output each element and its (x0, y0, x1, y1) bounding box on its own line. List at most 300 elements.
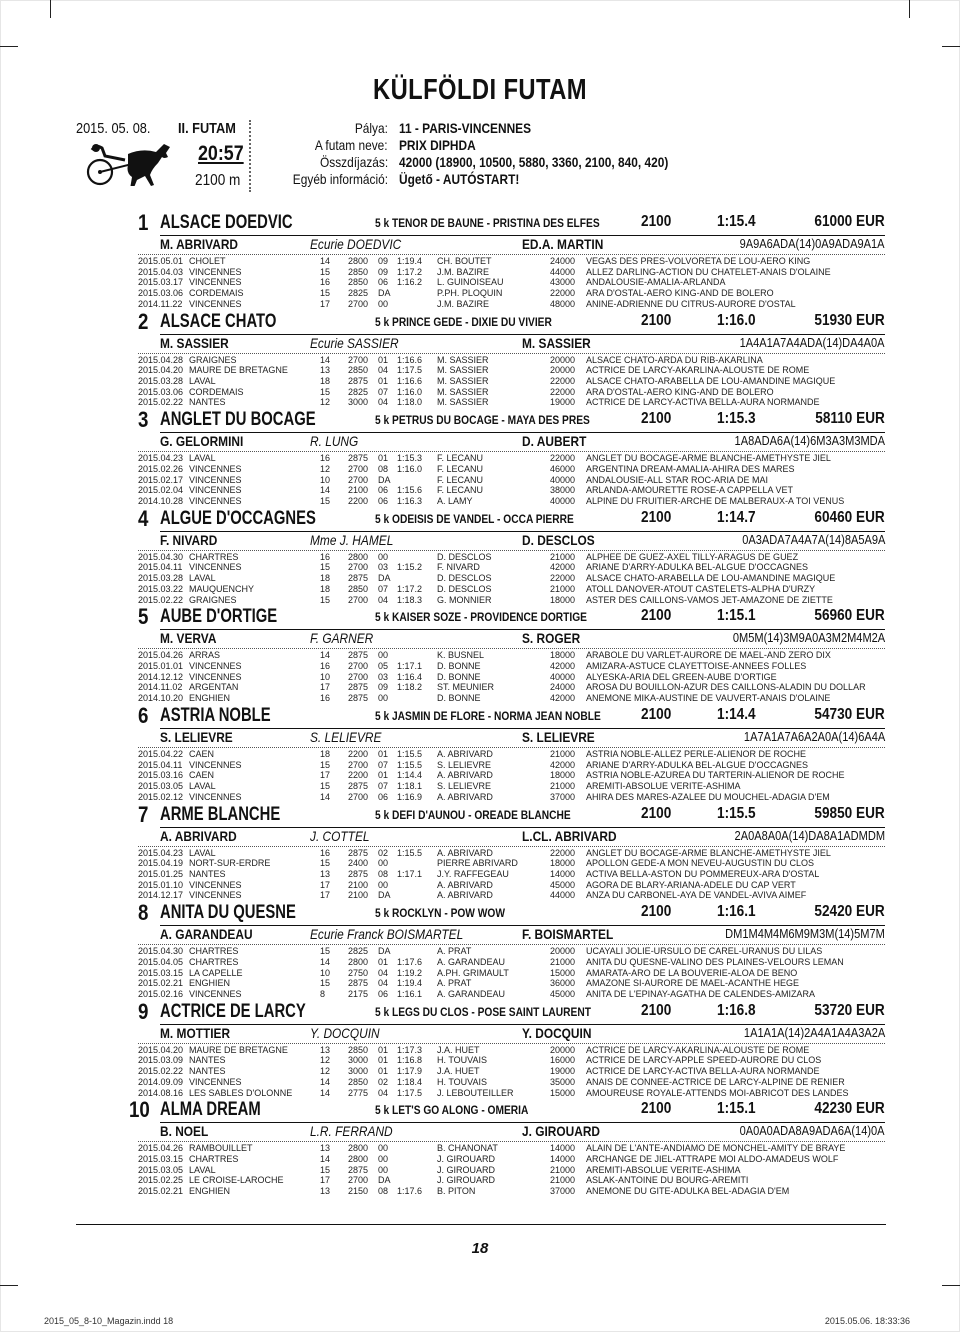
run-field-size: 12 (320, 397, 331, 408)
run-date: 2014.09.09 (138, 1076, 184, 1087)
run-position: 01 (378, 1066, 389, 1077)
run-top-three: ANDALOUSIE-ALL STAR ROC-ARIA DE MAI (586, 474, 769, 485)
horse-earnings: 53720 EUR (814, 1001, 885, 1019)
run-date: 2015.03.06 (138, 288, 184, 299)
run-field-size: 15 (320, 386, 331, 397)
run-distance: 2200 (348, 495, 369, 506)
horse-owner: L.R. FERRAND (310, 1123, 393, 1140)
run-field-size: 14 (320, 256, 331, 266)
run-distance: 2700 (348, 562, 369, 573)
run-distance: 3000 (348, 397, 369, 408)
horse-record: 1:15.4 (717, 213, 756, 230)
horse-owner: Mme J. HAMEL (310, 531, 394, 548)
run-prize: 22000 (550, 847, 576, 858)
horse-pedigree: 5 k ROCKLYN - POW WOW (375, 906, 505, 921)
run-field-size: 14 (320, 1087, 331, 1098)
run-position: 01 (378, 354, 389, 365)
run-prize: 22000 (550, 386, 576, 397)
horse-trainer: F. BOISMARTEL (522, 926, 614, 943)
horse-distance: 2100 (641, 1100, 672, 1118)
run-time: 1:15.5 (397, 759, 423, 770)
run-distance: 2700 (348, 298, 369, 309)
run-row (0, 661, 960, 672)
run-top-three: ARA D'OSTAL-AERO KING-AND DE BOLERO (586, 386, 774, 397)
run-position: 00 (378, 650, 389, 661)
run-row (0, 1186, 960, 1197)
run-time: 1:16.0 (397, 386, 423, 397)
horse-record: 1:16.0 (717, 311, 756, 329)
horse-name: ALMA DREAM (160, 1099, 261, 1121)
run-distance: 2175 (348, 988, 369, 999)
run-date: 2015.04.11 (138, 562, 183, 573)
horse-trainer: D. AUBERT (522, 433, 587, 450)
run-field-size: 13 (320, 1186, 331, 1197)
horse-dotted-rule (138, 550, 885, 551)
run-date: 2015.03.06 (138, 386, 184, 397)
race-name-label: A futam neve: (315, 137, 388, 153)
run-distance: 2700 (348, 463, 369, 474)
run-top-three: AMIZARA-ASTUCE CLAYETTOISE-ANNEES FOLLES (586, 661, 807, 672)
run-driver: J.A. HUET (437, 1044, 480, 1055)
run-distance: 2150 (348, 1186, 369, 1197)
run-field-size: 15 (320, 858, 331, 869)
run-row (0, 288, 960, 299)
run-top-three: ALLEZ DARLING-ACTION DU CHATELET-ANAIS D'OLAINE (586, 266, 831, 277)
horse-name: ALSACE DOEDVIC (160, 212, 293, 233)
run-distance: 2875 (348, 573, 369, 584)
horse-number: 9 (138, 998, 149, 1024)
run-prize: 24000 (550, 682, 576, 693)
horse-dotted-rule (138, 944, 885, 945)
run-driver: A. PRAT (437, 978, 472, 989)
run-time: 1:16.4 (397, 671, 423, 682)
horse-number: 10 (129, 1097, 150, 1123)
run-prize: 44000 (550, 890, 576, 901)
run-driver: M. SASSIER (437, 365, 489, 376)
run-venue: LAVAL (189, 375, 216, 386)
run-field-size: 17 (320, 682, 331, 693)
run-field-size: 17 (320, 1175, 331, 1186)
run-field-size: 14 (320, 1154, 331, 1165)
run-time: 1:17.6 (397, 956, 423, 967)
run-row (0, 1175, 960, 1186)
run-top-three: AMAZONE SI-AURORE DE MAEL-ACANTHE HEGE (586, 978, 800, 989)
run-top-three: ANINE-ADRIENNE DU CITRUS-AURORE D'OSTAL (586, 298, 796, 309)
run-date: 2015.02.26 (138, 463, 184, 474)
run-top-three: ALSACE CHATO-ARABELLA DE LOU-AMANDINE MAGIQUE (586, 573, 836, 584)
run-driver: D. BONNE (437, 671, 481, 682)
crop-mark (942, 1285, 960, 1286)
run-distance: 2850 (348, 583, 369, 594)
run-prize: 16000 (550, 1055, 576, 1066)
run-position: 07 (378, 386, 389, 397)
run-position: DA (378, 890, 391, 901)
run-row (0, 770, 960, 781)
run-top-three: ASTER DES CAILLONS-VAMOS JET-AMAZONE DE ZIETTE (586, 594, 833, 605)
run-driver: J. GIROUARD (437, 1175, 496, 1186)
run-top-three: ANEMONE MIKA-AUSTINE DE VAUVERT-ANAIS D'OLAINE (586, 693, 831, 704)
run-distance: 2800 (348, 956, 369, 967)
run-date: 2015.03.05 (138, 1164, 184, 1175)
horse-name: AUBE D'ORTIGE (160, 606, 278, 628)
run-position: 09 (378, 266, 389, 277)
run-prize: 40000 (550, 474, 576, 485)
run-time: 1:15.5 (397, 847, 423, 858)
run-time: 1:16.1 (397, 988, 423, 999)
horse-form: 1A7A1A7A6A2A0A(14)6A4A (743, 729, 885, 744)
run-date: 2014.10.28 (138, 495, 184, 506)
other-info-value: Ügető - AUTÓSTART! (399, 171, 520, 187)
horse-rule (160, 1122, 885, 1123)
horse-record: 1:16.1 (717, 903, 756, 921)
run-distance: 2825 (348, 386, 369, 397)
horse-trainer: D. DESCLOS (522, 531, 595, 548)
run-time: 1:17.2 (397, 266, 423, 277)
run-field-size: 14 (320, 485, 331, 496)
run-top-three: AROSA DU BOUILLON-AZUR DES CAILLONS-ALADIN DU DOLLAR (586, 682, 866, 693)
run-row (0, 1143, 960, 1154)
run-top-three: ALSACE CHATO-ARDA DU RIB-AKARLINA (586, 354, 763, 365)
run-date: 2015.03.05 (138, 781, 184, 792)
horse-number: 2 (138, 308, 149, 334)
run-prize: 19000 (550, 397, 576, 408)
run-position: 08 (378, 868, 389, 879)
run-distance: 2700 (348, 671, 369, 682)
run-position: 02 (378, 847, 389, 858)
horse-trainer: M. SASSIER (522, 334, 591, 351)
run-position: 08 (378, 463, 389, 474)
run-date: 2015.02.21 (138, 1186, 184, 1197)
run-date: 2015.04.11 (138, 759, 183, 770)
run-date: 2015.03.17 (138, 277, 184, 288)
horse-name: ALSACE CHATO (160, 310, 277, 332)
run-date: 2015.03.22 (138, 583, 184, 594)
run-field-size: 15 (320, 266, 331, 277)
run-date: 2015.03.09 (138, 1055, 184, 1066)
run-position: 01 (378, 1044, 389, 1055)
run-prize: 18000 (550, 858, 576, 869)
run-date: 2015.03.15 (138, 1154, 184, 1165)
run-distance: 2200 (348, 749, 369, 759)
horse-form: 0A0A0ADA8A9ADA6A(14)0A (740, 1123, 885, 1139)
run-date: 2015.04.03 (138, 266, 184, 277)
run-venue: ENGHIEN (189, 693, 231, 704)
crop-mark (0, 46, 18, 47)
run-driver: F. LECANU (437, 453, 484, 464)
run-date: 2015.05.01 (138, 256, 184, 266)
run-top-three: ALPHEE DE GUEZ-AXEL TILLY-ARAGUS DE GUEZ (586, 551, 799, 562)
run-field-size: 13 (320, 1044, 331, 1055)
run-top-three: ANEMONE DU GITE-ADULKA BEL-ADAGIA D'EM (586, 1186, 790, 1197)
run-driver: CH. BOUTET (437, 256, 492, 266)
horse-dotted-rule (138, 747, 885, 748)
run-driver: B. CHANONAT (437, 1143, 498, 1154)
run-position: 01 (378, 749, 389, 759)
race-time: 20:57 (198, 142, 244, 165)
run-prize: 14000 (550, 1154, 576, 1165)
run-distance: 2700 (348, 594, 369, 605)
horse-pedigree: 5 k KAISER SOZE - PROVIDENCE DORTIGE (375, 610, 587, 625)
horse-owner: F. GARNER (310, 630, 374, 647)
run-field-size: 15 (320, 288, 331, 299)
horse-earnings: 59850 EUR (814, 804, 885, 822)
run-driver: F. NIVARD (437, 562, 480, 573)
horse-driver: M. VERVA (160, 630, 217, 647)
run-time: 1:17.5 (397, 365, 423, 376)
run-driver: D. BONNE (437, 661, 481, 672)
run-position: 00 (378, 298, 389, 309)
run-top-three: AGORA DE BLARY-ARIANA-ADELE DU CAP VERT (586, 879, 796, 890)
run-top-three: ACTRICE DE LARCY-AKARLINA-ALOUSTE DE ROME (586, 1044, 810, 1055)
run-venue: CAEN (189, 770, 215, 781)
run-position: 00 (378, 551, 389, 562)
horse-distance: 2100 (641, 706, 672, 723)
horse-dotted-rule (138, 451, 885, 452)
run-position: 05 (378, 661, 389, 672)
run-prize: 19000 (550, 1066, 576, 1077)
run-prize: 42000 (550, 661, 576, 672)
run-date: 2015.03.16 (138, 770, 184, 781)
run-time: 1:16.0 (397, 463, 423, 474)
run-time: 1:15.5 (397, 749, 423, 759)
run-prize: 42000 (550, 759, 576, 770)
run-venue: VINCENNES (189, 495, 242, 506)
run-position: 04 (378, 967, 389, 978)
print-stamp: 2015.05.06. 18:33:36 (824, 1316, 910, 1326)
horse-number: 4 (138, 505, 149, 531)
run-top-three: ARIANE D'ARRY-ADULKA BEL-ALGUE D'OCCAGNES (586, 759, 809, 770)
run-top-three: ALSACE CHATO-ARABELLA DE LOU-AMANDINE MAGIQUE (586, 375, 836, 386)
horse-record: 1:15.3 (717, 410, 756, 428)
horse-number: 5 (138, 604, 149, 630)
run-distance: 2750 (348, 967, 369, 978)
run-driver: H. TOUVAIS (437, 1076, 488, 1087)
horse-rule (160, 629, 885, 630)
run-prize: 45000 (550, 879, 576, 890)
run-venue: ENGHIEN (189, 978, 231, 989)
run-field-size: 13 (320, 365, 331, 376)
run-driver: A. ABRIVARD (437, 791, 493, 802)
page-title: KÜLFÖLDI FUTAM (373, 74, 587, 106)
run-position: 06 (378, 988, 389, 999)
run-top-three: UCAYALI JOLIE-URSULO DE CAREL-URANUS DU LILAS (586, 946, 823, 957)
run-date: 2015.03.28 (138, 375, 184, 386)
run-date: 2015.04.20 (138, 365, 184, 376)
run-date: 2015.04.05 (138, 956, 184, 967)
horse-distance: 2100 (641, 804, 672, 822)
run-venue: ARRAS (189, 650, 221, 661)
run-date: 2014.08.16 (138, 1087, 184, 1098)
horse-earnings: 56960 EUR (814, 607, 885, 625)
horse-driver: A. GARANDEAU (160, 926, 253, 943)
run-driver: J. GIROUARD (437, 1154, 496, 1165)
run-distance: 2800 (348, 256, 369, 266)
run-top-three: ASTRIA NOBLE-AZUREA DU TARTERIN-ALIENOR DE ROCHE (586, 770, 845, 781)
run-top-three: ACTRICE DE LARCY-ACTIVA BELLA-AURA NORMANDE (586, 1066, 820, 1077)
horse-dotted-rule (138, 353, 885, 354)
run-top-three: ARIANE D'ARRY-ADULKA BEL-ALGUE D'OCCAGNES (586, 562, 809, 573)
run-driver: M. SASSIER (437, 375, 489, 386)
run-distance: 2800 (348, 1143, 369, 1154)
run-driver: A. PRAT (437, 946, 472, 957)
run-position: 00 (378, 1143, 389, 1154)
run-row (0, 584, 960, 595)
run-date: 2015.02.22 (138, 1066, 184, 1077)
run-top-three: ARGENTINA DREAM-AMALIA-AHIRA DES MARES (586, 463, 795, 474)
run-venue: ENGHIEN (189, 1186, 231, 1197)
run-distance: 2850 (348, 266, 369, 277)
horse-form: 1A4A1A7A4ADA(14)DA4A0A (740, 334, 885, 350)
horse-driver: F. NIVARD (160, 531, 218, 548)
run-position: 06 (378, 791, 389, 802)
run-date: 2015.02.12 (138, 791, 184, 802)
run-top-three: ARA D'OSTAL-AERO KING-AND DE BOLERO (586, 288, 774, 299)
run-row (0, 650, 960, 661)
run-field-size: 10 (320, 474, 331, 485)
run-distance: 2875 (348, 868, 369, 879)
run-row (0, 464, 960, 475)
horse-earnings: 60460 EUR (814, 508, 885, 526)
run-driver: F. LECANU (437, 485, 484, 496)
run-prize: 37000 (550, 1186, 576, 1197)
run-distance: 2100 (348, 890, 369, 901)
horse-form: 0M5M(14)3M9A0A3M2M4M2A (732, 630, 885, 646)
run-venue: LAVAL (189, 781, 216, 792)
run-row (0, 552, 960, 563)
run-prize: 40000 (550, 495, 576, 506)
run-distance: 2800 (348, 1154, 369, 1165)
horse-rule (160, 531, 885, 532)
run-position: 08 (378, 1186, 389, 1197)
run-row (0, 256, 960, 267)
run-position: 06 (378, 495, 389, 506)
run-venue: MAURE DE BRETAGNE (189, 365, 288, 376)
run-position: DA (378, 474, 391, 485)
run-date: 2015.02.16 (138, 988, 184, 999)
run-prize: 24000 (550, 256, 576, 266)
run-distance: 2875 (348, 781, 369, 792)
run-venue: VINCENNES (189, 988, 242, 999)
run-time: 1:17.1 (397, 661, 423, 672)
run-venue: MAUQUENCHY (189, 583, 255, 594)
horse-trainer: S. ROGER (522, 630, 581, 647)
run-date: 2015.04.26 (138, 1143, 184, 1154)
run-field-size: 14 (320, 1076, 331, 1087)
run-field-size: 18 (320, 583, 331, 594)
run-top-three: ALAIN DE L'ANTE-ANDIAMO DE MONCHEL-AMITY DE BRAYE (586, 1143, 846, 1154)
track-value: 11 - PARIS-VINCENNES (399, 120, 532, 136)
run-top-three: ASLAK-ANTOINE DU BOURG-AREMITI (586, 1175, 749, 1186)
run-venue: VINCENNES (189, 879, 242, 890)
run-row (0, 978, 960, 989)
horse-trainer: S. LELIEVRE (522, 729, 595, 745)
run-driver: K. BUSNEL (437, 650, 485, 661)
run-driver: G. MONNIER (437, 594, 492, 605)
run-field-size: 12 (320, 1066, 331, 1077)
footer-rule (76, 1224, 886, 1225)
race-date: 2015. 05. 08. (76, 120, 151, 137)
run-top-three: ATOLL DANOVER-ATOUT CASTELETS-ALPHA D'URZY (586, 583, 816, 594)
run-driver: A. ABRIVARD (437, 879, 493, 890)
run-time: 1:17.3 (397, 1044, 423, 1055)
horse-form: 1A8ADA6A(14)6M3A3M3MDA (734, 433, 885, 449)
run-date: 2014.12.17 (138, 890, 184, 901)
run-distance: 2200 (348, 770, 369, 781)
run-time: 1:18.4 (397, 1076, 423, 1087)
run-field-size: 16 (320, 277, 331, 288)
run-field-size: 18 (320, 375, 331, 386)
run-field-size: 15 (320, 759, 331, 770)
run-prize: 38000 (550, 485, 576, 496)
run-row (0, 1066, 960, 1077)
horse-earnings: 42230 EUR (814, 1100, 885, 1118)
run-position: 01 (378, 770, 389, 781)
run-prize: 37000 (550, 791, 576, 802)
run-driver: A. ABRIVARD (437, 890, 493, 901)
horse-driver: A. ABRIVARD (160, 827, 237, 844)
run-top-three: ANGLET DU BOCAGE-ARME BLANCHE-AMETHYSTE JIEL (586, 453, 831, 464)
run-prize: 21000 (550, 1164, 576, 1175)
run-distance: 2875 (348, 682, 369, 693)
run-position: 03 (378, 562, 389, 573)
run-field-size: 14 (320, 956, 331, 967)
run-venue: ARGENTAN (189, 682, 239, 693)
run-top-three: ARABOLE DU VARLET-AURORE DE MAEL-AND ZERO DIX (586, 650, 831, 661)
run-venue: LE CROISE-LAROCHE (189, 1175, 284, 1186)
run-row (0, 475, 960, 486)
page-number: 18 (471, 1240, 489, 1257)
horse-earnings: 52420 EUR (814, 903, 885, 921)
run-distance: 2850 (348, 1076, 369, 1087)
run-row (0, 682, 960, 693)
horse-record: 1:16.8 (717, 1001, 756, 1019)
run-prize: 42000 (550, 693, 576, 704)
run-field-size: 14 (320, 650, 331, 661)
horse-dotted-rule (138, 648, 885, 649)
run-top-three: AMARATA-ARO DE LA BOUVERIE-ALOA DE BENO (586, 967, 798, 978)
horse-form: 2A0A8A0A(14)DA8A1ADMDM (734, 827, 885, 843)
run-venue: LES SABLES D'OLONNE (189, 1087, 293, 1098)
horse-pedigree: 5 k JASMIN DE FLORE - NORMA JEAN NOBLE (375, 709, 601, 723)
run-driver: A.PH. GRIMAULT (437, 967, 509, 978)
horse-owner: R. LUNG (310, 433, 359, 450)
run-prize: 21000 (550, 551, 576, 562)
horse-pedigree: 5 k TENOR DE BAUNE - PRISTINA DES ELFES (375, 216, 600, 230)
run-prize: 21000 (550, 583, 576, 594)
run-venue: CAEN (189, 749, 215, 759)
run-prize: 36000 (550, 978, 576, 989)
run-distance: 2825 (348, 288, 369, 299)
run-top-three: ANGLET DU BOCAGE-ARME BLANCHE-AMETHYSTE JIEL (586, 847, 831, 858)
run-venue: CHOLET (189, 256, 226, 266)
crop-mark (942, 46, 960, 47)
run-top-three: ANDALOUSIE-AMALIA-ARLANDA (586, 277, 726, 288)
run-field-size: 14 (320, 354, 331, 365)
run-driver: J.A. HUET (437, 1066, 480, 1077)
run-row (0, 858, 960, 869)
run-position: 04 (378, 594, 389, 605)
run-field-size: 14 (320, 791, 331, 802)
run-driver: A. ABRIVARD (437, 749, 493, 759)
run-row (0, 760, 960, 771)
run-time: 1:17.2 (397, 583, 423, 594)
run-top-three: AREMITI-ABSOLUE VERITE-ASHIMA (586, 1164, 741, 1175)
run-row (0, 277, 960, 288)
run-venue: VINCENNES (189, 791, 242, 802)
run-field-size: 15 (320, 495, 331, 506)
run-field-size: 12 (320, 1055, 331, 1066)
run-date: 2015.02.17 (138, 474, 184, 485)
